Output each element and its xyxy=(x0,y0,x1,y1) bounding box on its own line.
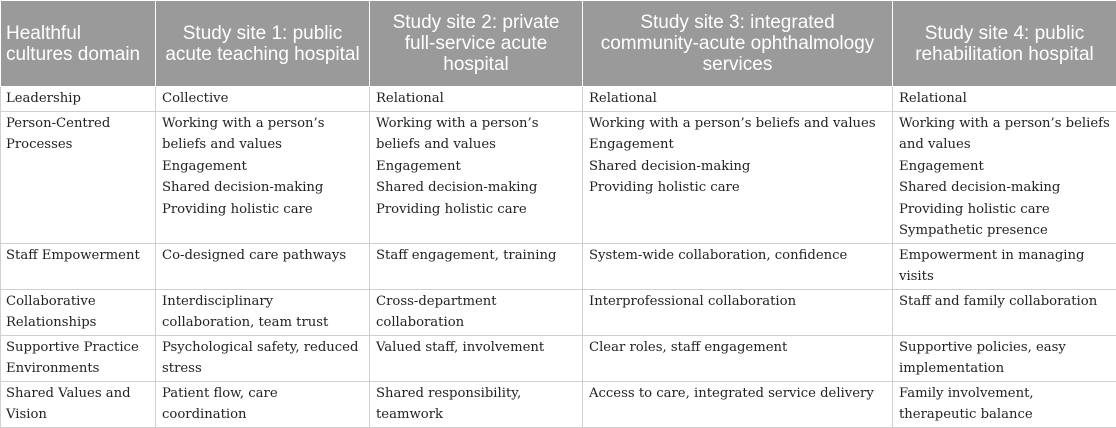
cell-line: Valued staff, involvement xyxy=(376,337,576,359)
site-1-cell xyxy=(156,335,370,381)
table-row xyxy=(1,111,1116,243)
site-4-cell xyxy=(893,289,1116,335)
cell-line: Staff engagement, training xyxy=(376,245,576,267)
cell-line: Providing holistic care xyxy=(162,199,363,221)
site-1-cell xyxy=(156,111,370,243)
table-row xyxy=(1,289,1116,335)
header-row xyxy=(1,1,1116,87)
site-1-cell xyxy=(156,381,370,427)
site-2-cell xyxy=(370,243,583,289)
site-2-cell xyxy=(370,381,583,427)
site-3-cell xyxy=(583,243,893,289)
table-body xyxy=(1,87,1116,428)
cell-line: Engagement xyxy=(376,156,576,178)
site-1-cell xyxy=(156,289,370,335)
table-row xyxy=(1,381,1116,427)
table-header xyxy=(1,1,1116,87)
site-3-cell xyxy=(583,381,893,427)
cell-line: Clear roles, staff engagement xyxy=(589,337,886,359)
cell-line: Cross-department collaboration xyxy=(376,291,576,334)
cell-line: Engagement xyxy=(899,156,1110,178)
site-2-cell xyxy=(370,111,583,243)
site-3-cell xyxy=(583,87,893,112)
site-4-cell xyxy=(893,87,1116,112)
site-4-cell xyxy=(893,335,1116,381)
row-domain-cell: Supportive Practice Environments xyxy=(1,335,156,381)
row-domain-cell: Leadership xyxy=(1,87,156,112)
cell-line: Family involvement, therapeutic balance xyxy=(899,383,1110,426)
cell-line: Engagement xyxy=(162,156,363,178)
cell-line: Collective xyxy=(162,88,363,110)
cell-line: Shared responsibility, teamwork xyxy=(376,383,576,426)
row-domain-cell: Collaborative Relationships xyxy=(1,289,156,335)
table-row xyxy=(1,243,1116,289)
cell-line: Providing holistic care xyxy=(899,199,1110,221)
cell-line: Working with a person’s beliefs and values xyxy=(162,113,363,156)
cell-line: Working with a person’s beliefs and values xyxy=(376,113,576,156)
row-domain-cell: Staff Empowerment xyxy=(1,243,156,289)
site-2-cell xyxy=(370,87,583,112)
cell-line: Supportive policies, easy implementation xyxy=(899,337,1110,380)
site-1-cell xyxy=(156,87,370,112)
cell-line: Providing holistic care xyxy=(376,199,576,221)
cell-line: Interdisciplinary collaboration, team trust xyxy=(162,291,363,334)
header-domain: Healthful cultures domain xyxy=(1,1,156,87)
cell-line: Providing holistic care xyxy=(589,177,886,199)
cell-line: Working with a person’s beliefs and values xyxy=(589,113,886,135)
cell-line: Empowerment in managing visits xyxy=(899,245,1110,288)
cell-line: Shared decision-making xyxy=(589,156,886,178)
site-1-cell xyxy=(156,243,370,289)
site-4-cell xyxy=(893,243,1116,289)
cell-line: Staff and family collaboration xyxy=(899,291,1110,313)
header-site-4: Study site 4: public rehabilitation hospital xyxy=(893,1,1116,87)
cell-line: Relational xyxy=(589,88,886,110)
row-domain-cell: Person-Centred Processes xyxy=(1,111,156,243)
site-4-cell xyxy=(893,381,1116,427)
cell-line: Shared decision-making xyxy=(899,177,1110,199)
cell-line: Shared decision-making xyxy=(162,177,363,199)
site-2-cell xyxy=(370,289,583,335)
row-domain-cell: Shared Values and Vision xyxy=(1,381,156,427)
header-site-2: Study site 2: private full-service acute hospital xyxy=(370,1,583,87)
site-4-cell xyxy=(893,111,1116,243)
cell-line: Interprofessional collaboration xyxy=(589,291,886,313)
table-row xyxy=(1,335,1116,381)
header-site-1: Study site 1: public acute teaching hospital xyxy=(156,1,370,87)
site-3-cell xyxy=(583,111,893,243)
site-3-cell xyxy=(583,335,893,381)
cell-line: Engagement xyxy=(589,134,886,156)
cell-line: Co-designed care pathways xyxy=(162,245,363,267)
site-2-cell xyxy=(370,335,583,381)
header-site-3: Study site 3: integrated community-acute ophthalmology services xyxy=(583,1,893,87)
cell-line: Relational xyxy=(899,88,1110,110)
cell-line: Patient flow, care coordination xyxy=(162,383,363,426)
table-row xyxy=(1,87,1116,112)
cell-line: Working with a person’s beliefs and values xyxy=(899,113,1110,156)
cell-line: Sympathetic presence xyxy=(899,220,1110,242)
site-3-cell xyxy=(583,289,893,335)
cell-line: System-wide collaboration, confidence xyxy=(589,245,886,267)
cell-line: Psychological safety, reduced stress xyxy=(162,337,363,380)
cell-line: Shared decision-making xyxy=(376,177,576,199)
cell-line: Relational xyxy=(376,88,576,110)
cell-line: Access to care, integrated service delivery xyxy=(589,383,886,405)
